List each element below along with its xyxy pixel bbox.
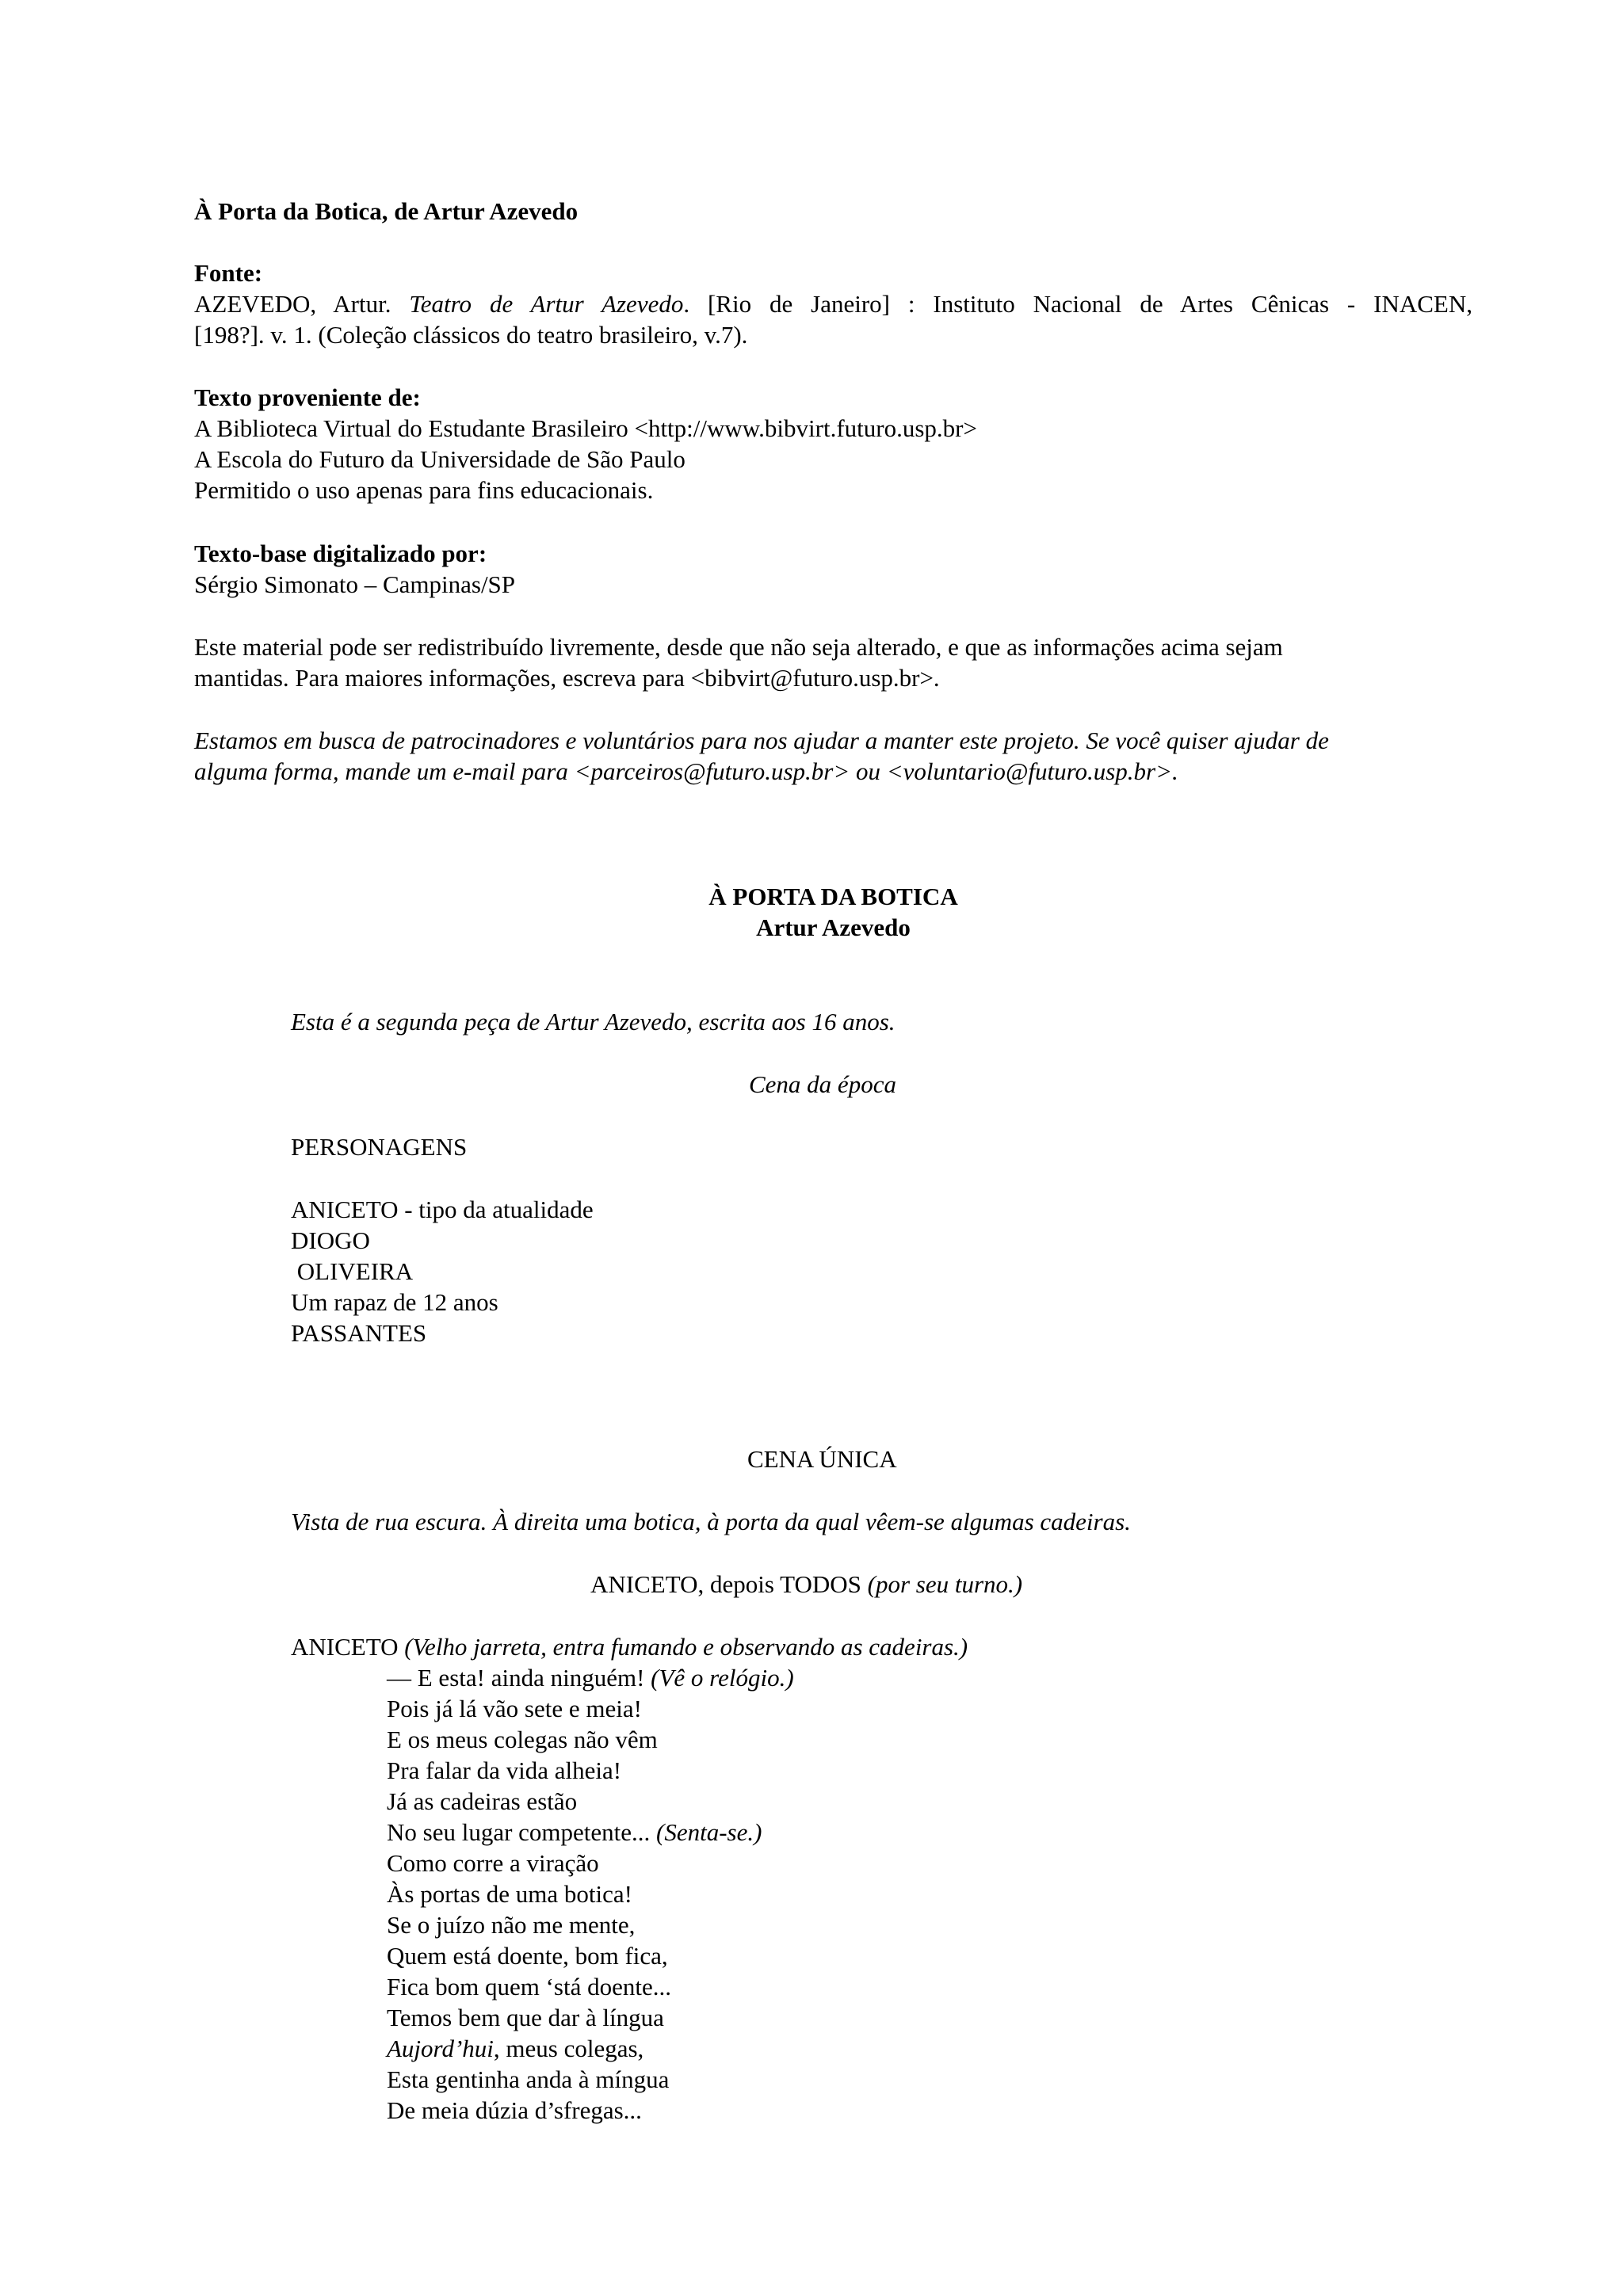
digitalizado-name: Sérgio Simonato – Campinas/SP xyxy=(194,570,516,598)
verse-line xyxy=(387,1940,794,1971)
character-item: PASSANTES xyxy=(291,1319,427,1347)
character-item: OLIVEIRA xyxy=(291,1257,414,1285)
proveniente-line: A Biblioteca Virtual do Estudante Brasileiro <http://www.bibvirt.futuro.usp.br> xyxy=(194,414,977,442)
verse-text: Pois já lá vão sete e meia! xyxy=(387,1695,642,1722)
verse-text: Fica bom quem ‘stá doente... xyxy=(387,1973,671,2000)
verse-line xyxy=(387,2033,794,2064)
notice-line2: mantidas. Para maiores informações, escreva para <bibvirt@futuro.usp.br>. xyxy=(194,664,940,692)
verse-line xyxy=(387,2002,794,2033)
verse-text: De meia dúzia d’sfregas... xyxy=(387,2096,642,2124)
verse-line xyxy=(387,2064,794,2095)
fonte-label: Fonte: xyxy=(194,259,263,287)
characters-heading: PERSONAGENS xyxy=(291,1133,468,1161)
notice-line1: Este material pode ser redistribuído livremente, desde que não seja alterado, e que as informações acima sejam xyxy=(194,633,1283,661)
play-author: Artur Azevedo xyxy=(756,913,911,941)
fonte-work-title: Teatro de Artur Azevedo xyxy=(409,290,684,318)
verse-line xyxy=(387,2095,794,2126)
play-title: À PORTA DA BOTICA xyxy=(708,883,958,910)
proveniente-line: A Escola do Futuro da Universidade de São Paulo xyxy=(194,445,685,473)
speaker-line xyxy=(291,1631,968,1662)
verse-text: — E esta! ainda ninguém! xyxy=(387,1664,651,1691)
verse-text: Já as cadeiras estão xyxy=(387,1787,578,1815)
digitalizado-label: Texto-base digitalizado por: xyxy=(194,540,487,567)
verse-text: , meus colegas, xyxy=(493,2035,644,2062)
verse-text: Pra falar da vida alheia! xyxy=(387,1756,622,1784)
verse-text: Como corre a viração xyxy=(387,1849,599,1877)
cast-line-direction: (por seu turno.) xyxy=(867,1570,1023,1598)
stage-direction: (Vê o relógio.) xyxy=(651,1664,794,1691)
verse-block xyxy=(387,1662,794,2126)
foreign-word: Aujord’hui xyxy=(387,2035,494,2062)
character-item: ANICETO - tipo da atualidade xyxy=(291,1196,594,1223)
verse-line xyxy=(387,1693,794,1724)
verse-line xyxy=(387,1724,794,1755)
verse-line xyxy=(387,1971,794,2002)
verse-line xyxy=(387,1786,794,1817)
speaker-name: ANICETO xyxy=(291,1633,405,1661)
verse-text: Esta gentinha anda à míngua xyxy=(387,2065,670,2093)
character-item: DIOGO xyxy=(291,1226,370,1254)
verse-text: Quem está doente, bom fica, xyxy=(387,1942,668,1970)
cast-line-plain: ANICETO, depois TODOS xyxy=(590,1570,868,1598)
verse-line xyxy=(387,1817,794,1848)
character-item: Um rapaz de 12 anos xyxy=(291,1288,498,1316)
verse-text: Temos bem que dar à língua xyxy=(387,2004,664,2031)
sponsor-line1: Estamos em busca de patrocinadores e voluntários para nos ajudar a manter este projeto. Se você quiser ajudar de xyxy=(194,727,1329,754)
fonte-author: AZEVEDO, Artur. xyxy=(194,290,410,318)
play-note: Esta é a segunda peça de Artur Azevedo, escrita aos 16 anos. xyxy=(291,1008,896,1035)
proveniente-label: Texto proveniente de: xyxy=(194,383,421,411)
verse-line xyxy=(387,1878,794,1909)
stage-direction: (Senta-se.) xyxy=(656,1818,762,1846)
proveniente-line: Permitido o uso apenas para fins educacionais. xyxy=(194,476,654,504)
sponsor-line2: alguma forma, mande um e-mail para <parceiros@futuro.usp.br> ou <voluntario@futuro.usp.br>. xyxy=(194,757,1178,785)
verse-text: Se o juízo não me mente, xyxy=(387,1911,636,1939)
fonte-citation-line2: [198?]. v. 1. (Coleção clássicos do teatro brasileiro, v.7). xyxy=(194,321,748,349)
verse-text: E os meus colegas não vêm xyxy=(387,1726,658,1753)
speaker-direction: (Velho jarreta, entra fumando e observando as cadeiras.) xyxy=(404,1633,968,1661)
verse-line xyxy=(387,1755,794,1786)
fonte-publisher: . [Rio de Janeiro] : Instituto Nacional de Artes Cênicas - INACEN, xyxy=(683,290,1472,318)
verse-line xyxy=(387,1662,794,1693)
document-title: À Porta da Botica, de Artur Azevedo xyxy=(194,197,579,225)
scene-period: Cena da época xyxy=(749,1070,896,1098)
cast-line xyxy=(590,1569,1022,1600)
scene-description: Vista de rua escura. À direita uma botica, à porta da qual vêem-se algumas cadeiras. xyxy=(291,1508,1131,1535)
verse-line xyxy=(387,1909,794,1940)
verse-text: Às portas de uma botica! xyxy=(387,1880,632,1908)
scene-heading: CENA ÚNICA xyxy=(747,1445,897,1473)
fonte-citation-line1 xyxy=(194,288,1472,319)
verse-text: No seu lugar competente... xyxy=(387,1818,657,1846)
verse-line xyxy=(387,1848,794,1878)
